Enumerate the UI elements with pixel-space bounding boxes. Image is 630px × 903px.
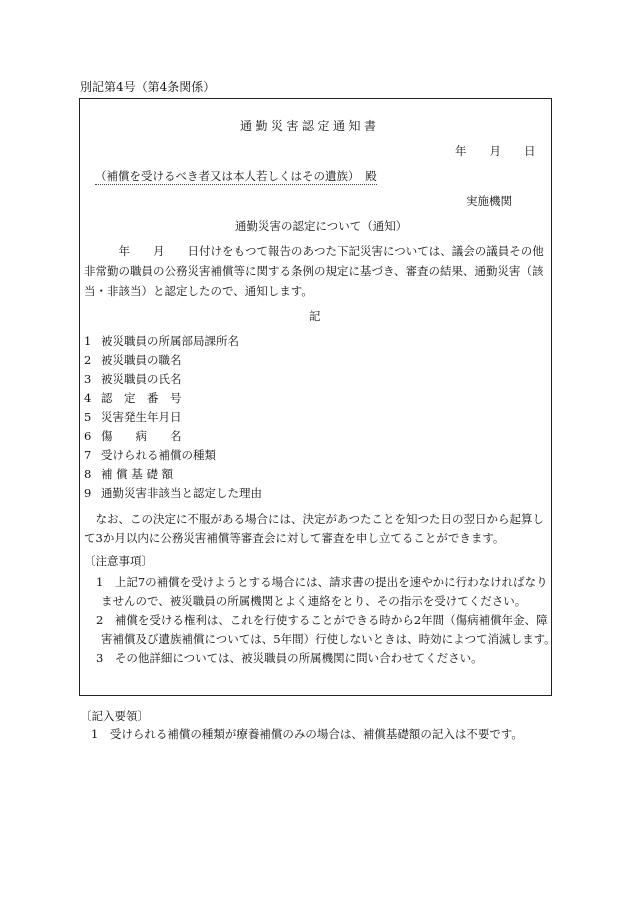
item-number: 6 xyxy=(84,429,92,443)
item-number: 4 xyxy=(84,391,92,405)
item-label: 受けられる補償の種類 xyxy=(101,448,216,462)
issuer-label: 実施機関 xyxy=(466,194,512,208)
item-label: 被災職員の氏名 xyxy=(101,372,182,386)
form-reference: 別記第4号（第4条関係） xyxy=(80,80,216,94)
note-2-line-2: 害補償及び遺族補償については、5年間）行使しないときは、時効によつて消滅します。 xyxy=(101,632,556,646)
item-label: 補 償 基 礎 額 xyxy=(101,467,174,481)
item-number: 3 xyxy=(84,372,92,386)
instructions-heading: 〔記入要領〕 xyxy=(80,709,149,723)
item-label: 通勤災害非該当と認定した理由 xyxy=(101,486,262,500)
item-7 xyxy=(84,450,216,462)
item-label: 被災職員の所属部局課所名 xyxy=(101,334,239,348)
note-3-line-1: 3 その他詳細については、被災職員の所属機関に問い合わせてください。 xyxy=(96,651,483,665)
item-4 xyxy=(84,393,182,405)
item-label: 傷 病 名 xyxy=(101,429,182,443)
item-number: 2 xyxy=(84,353,92,367)
item-number: 5 xyxy=(84,410,92,424)
ki-heading: 記 xyxy=(309,309,321,323)
note-2-line-1: 2 補償を受ける権利は、これを行使することができる時から2年間（傷病補償年金、障 xyxy=(96,613,548,627)
instruction-item-1: 1 受けられる補償の種類が療養補償のみの場合は、補償基礎額の記入は不要です。 xyxy=(91,727,523,741)
item-1 xyxy=(84,336,239,348)
appeal-line-1: なお、この決定に不服がある場合には、決定があつたことを知つた日の翌日から起算し xyxy=(84,512,544,526)
notice-subtitle: 通勤災害の認定について（通知） xyxy=(235,219,408,233)
note-1-line-1: 1 上記7の補償を受けようとする場合には、請求書の提出を速やかに行わなければなり xyxy=(96,575,548,589)
item-5 xyxy=(84,412,182,424)
notice-title: 通勤災害認定通知書 xyxy=(240,119,380,133)
item-number: 8 xyxy=(84,467,92,481)
item-number: 9 xyxy=(84,486,92,500)
body-line-3: 当・非該当）と認定したので、通知します。 xyxy=(84,284,313,298)
item-3 xyxy=(84,374,182,386)
item-label: 認 定 番 号 xyxy=(101,391,182,405)
item-number: 7 xyxy=(84,448,92,462)
date-line: 年 月 日 xyxy=(455,144,536,158)
body-line-2: 非常勤の職員の公務災害補償等に関する条例の規定に基づき、審査の結果、通勤災害（該 xyxy=(84,264,544,278)
item-label: 災害発生年月日 xyxy=(101,410,182,424)
item-6 xyxy=(84,431,182,443)
notes-heading: 〔注意事項〕 xyxy=(84,554,153,568)
item-8 xyxy=(84,469,173,481)
appeal-line-2: て3か月以内に公務災害補償等審査会に対して審査を申し立てることができます。 xyxy=(84,531,505,545)
item-number: 1 xyxy=(84,334,92,348)
item-9 xyxy=(84,488,262,500)
note-1-line-2: ませんので、被災職員の所属機関とよく連絡をとり、その指示を受けてください。 xyxy=(101,594,527,608)
item-label: 被災職員の職名 xyxy=(101,353,182,367)
addressee: （補償を受けるべき者又は本人若しくはその遺族） 殿 xyxy=(95,169,377,183)
body-line-1: 年 月 日付けをもつて報告のあつた下記災害については、議会の議員その他 xyxy=(84,244,544,258)
item-2 xyxy=(84,355,182,367)
